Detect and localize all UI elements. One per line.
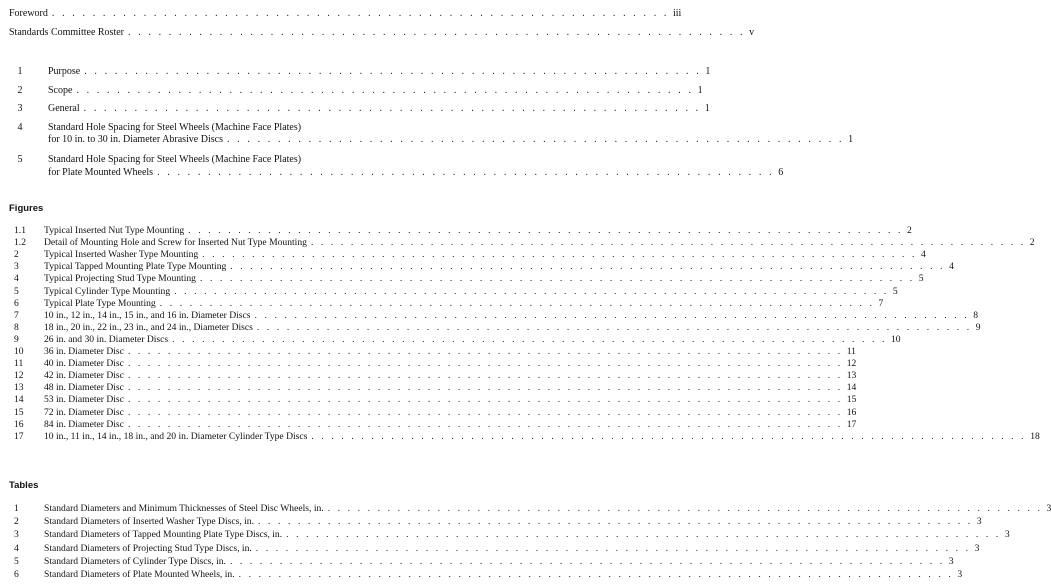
figure-number: 17 bbox=[14, 430, 24, 442]
toc-entry-figure[interactable] bbox=[44, 406, 857, 418]
toc-entry-figure[interactable] bbox=[44, 394, 857, 406]
toc-entry-title: 40 in. Diameter Disc bbox=[44, 358, 124, 370]
tables-heading: Tables bbox=[9, 480, 39, 491]
leader-dots: . . . . . . . . . . . . . . . . . . . . . . . . . . . . . . . . . . . . . . . . . . . . . . . . . . . . . . . . . . . . . . . . . . . . . . . . bbox=[127, 406, 843, 418]
toc-entry-chapter[interactable] bbox=[48, 167, 784, 178]
figures-heading: Figures bbox=[9, 203, 44, 214]
toc-entry-figure[interactable] bbox=[44, 273, 924, 285]
toc-entry-chapter[interactable] bbox=[48, 134, 854, 145]
leader-dots: . . . . . . . . . . . . . . . . . . . . . . . . . . . . . . . . . . . . . . . . . . . . . . . . . . . . . . . . . . . . . . . . . . . . . . . . bbox=[188, 225, 904, 236]
toc-entry-foreword[interactable] bbox=[9, 8, 682, 19]
figure-number: 2 bbox=[14, 249, 19, 261]
toc-entry-page: 5 bbox=[892, 285, 898, 297]
leader-dots: . . . . . . . . . . . . . . . . . . . . . . . . . . . . . . . . . . . . . . . . . . . . . . . . . . . . . . . . . . . . . . . . . . . . . . . . bbox=[127, 370, 843, 382]
leader-dots: . . . . . . . . . . . . . . . . . . . . . . . . . . . . . . . . . . . . . . . . . . . . . . . . . . . . . . . . . . . . . bbox=[128, 27, 746, 38]
leader-dots: . . . . . . . . . . . . . . . . . . . . . . . . . . . . . . . . . . . . . . . . . . . . . . . . . . . . . . . . . . . . . . . . . . . . . . . . bbox=[256, 321, 972, 333]
toc-entry-title: 53 in. Diameter Disc bbox=[44, 394, 124, 406]
leader-dots: . . . . . . . . . . . . . . . . . . . . . . . . . . . . . . . . . . . . . . . . . . . . . . . . . . . . . . . . . . . . . . . . . . . . . . . . bbox=[310, 237, 1026, 249]
toc-entry-title: 10 in., 12 in., 14 in., 15 in., and 16 in. Diameter Discs bbox=[44, 309, 251, 321]
toc-entry-title: Typical Inserted Nut Type Mounting bbox=[44, 225, 185, 236]
toc-entry-table[interactable] bbox=[44, 569, 963, 580]
figure-number: 14 bbox=[14, 394, 24, 406]
toc-entry-chapter[interactable] bbox=[48, 66, 711, 77]
toc-entry-title: Standard Diameters of Tapped Mounting Plate Type Discs, in. bbox=[44, 529, 283, 541]
toc-entry-title-line1[interactable]: Standard Hole Spacing for Steel Wheels (Machine Face Plates) bbox=[48, 122, 302, 133]
chapter-number: 2 bbox=[17, 85, 23, 96]
toc-entry-figure[interactable] bbox=[44, 321, 981, 333]
toc-entry-page: 3 bbox=[974, 542, 980, 554]
toc-entry-figure[interactable] bbox=[44, 358, 857, 370]
toc-entry-figure[interactable] bbox=[44, 370, 857, 382]
leader-dots: . . . . . . . . . . . . . . . . . . . . . . . . . . . . . . . . . . . . . . . . . . . . . . . . . . . . . . . . . . . . . . . . . . . . . . . . bbox=[159, 297, 875, 309]
toc-entry-title: Detail of Mounting Hole and Screw for Inserted Nut Type Mounting bbox=[44, 237, 307, 249]
figure-number: 1.1 bbox=[14, 225, 26, 236]
toc-entry-title-line1[interactable]: Standard Hole Spacing for Steel Wheels (Machine Face Plates) bbox=[48, 154, 302, 165]
figure-number: 15 bbox=[14, 406, 24, 418]
toc-entry-figure[interactable] bbox=[44, 418, 857, 430]
toc-entry-title-line2: for 10 in. to 30 in. Diameter Abrasive Discs bbox=[48, 134, 223, 145]
toc-entry-page: 4 bbox=[949, 261, 954, 273]
chapter-number: 1 bbox=[17, 66, 23, 77]
leader-dots: . . . . . . . . . . . . . . . . . . . . . . . . . . . . . . . . . . . . . . . . . . . . . . . . . . . . . . . . . . . . . . . . . . . . . . . . bbox=[286, 529, 1001, 541]
toc-entry-page: 9 bbox=[975, 321, 981, 333]
toc-entry-figure[interactable] bbox=[44, 249, 926, 261]
toc-entry-figure[interactable] bbox=[44, 237, 1035, 249]
figure-number: 8 bbox=[14, 321, 19, 333]
chapter-number: 5 bbox=[17, 154, 23, 165]
figure-number: 7 bbox=[14, 309, 19, 321]
toc-entry-figure[interactable] bbox=[44, 346, 856, 357]
toc-entry-title-line2: for Plate Mounted Wheels bbox=[48, 167, 154, 178]
leader-dots: . . . . . . . . . . . . . . . . . . . . . . . . . . . . . . . . . . . . . . . . . . . . . . . . . . . . . . . . . . . . . . . . . . . . . . . . bbox=[199, 273, 915, 285]
toc-entry-page: 5 bbox=[918, 273, 924, 285]
toc-entry-figure[interactable] bbox=[44, 309, 979, 321]
table-number: 3 bbox=[14, 529, 19, 541]
toc-entry-title: 72 in. Diameter Disc bbox=[44, 406, 124, 418]
toc-entry-title: Standard Diameters and Minimum Thicknesses of Steel Disc Wheels, in. bbox=[44, 503, 324, 514]
toc-entry-committee-roster[interactable] bbox=[9, 27, 755, 38]
toc-entry-title: 48 in. Diameter Disc bbox=[44, 382, 124, 394]
toc-entry-figure[interactable] bbox=[44, 333, 901, 345]
toc-entry-page: 4 bbox=[920, 249, 926, 261]
toc-entry-page: 1 bbox=[848, 134, 854, 145]
toc-entry-title: Standard Diameters of Cylinder Type Discs, in. bbox=[44, 555, 226, 567]
toc-entry-title: General bbox=[48, 103, 80, 114]
leader-dots: . . . . . . . . . . . . . . . . . . . . . . . . . . . . . . . . . . . . . . . . . . . . . . . . . . . . . . . . . . . . . . . . . . . . . . . . bbox=[174, 285, 889, 297]
table-number: 1 bbox=[14, 503, 19, 514]
toc-entry-title: Typical Projecting Stud Type Mounting bbox=[44, 273, 196, 285]
toc-entry-page: 1 bbox=[704, 103, 710, 114]
toc-entry-page: 10 bbox=[890, 333, 901, 345]
toc-entry-chapter[interactable] bbox=[48, 85, 703, 96]
toc-entry-title: Standard Diameters of Projecting Stud Type Discs, in. bbox=[44, 542, 252, 554]
leader-dots: . . . . . . . . . . . . . . . . . . . . . . . . . . . . . . . . . . . . . . . . . . . . . . . . . . . . . . . . . . . . . bbox=[83, 103, 701, 114]
toc-entry-figure[interactable] bbox=[44, 261, 954, 273]
leader-dots: . . . . . . . . . . . . . . . . . . . . . . . . . . . . . . . . . . . . . . . . . . . . . . . . . . . . . . . . . . . . . bbox=[76, 85, 694, 96]
toc-entry-title: Typical Tapped Mounting Plate Type Mounting bbox=[44, 261, 227, 273]
leader-dots: . . . . . . . . . . . . . . . . . . . . . . . . . . . . . . . . . . . . . . . . . . . . . . . . . . . . . . . . . . . . . . . . . . . . . . . . bbox=[255, 542, 971, 554]
leader-dots: . . . . . . . . . . . . . . . . . . . . . . . . . . . . . . . . . . . . . . . . . . . . . . . . . . . . . . . . . . . . . . . . . . . . . . . . bbox=[127, 418, 843, 430]
toc-entry-page: 17 bbox=[846, 418, 857, 430]
toc-entry-figure[interactable] bbox=[44, 430, 1040, 442]
figure-number: 1.2 bbox=[14, 237, 26, 249]
figure-number: 3 bbox=[14, 261, 19, 273]
toc-entry-title: 42 in. Diameter Disc bbox=[44, 370, 124, 382]
leader-dots: . . . . . . . . . . . . . . . . . . . . . . . . . . . . . . . . . . . . . . . . . . . . . . . . . . . . . . . . . . . . . . . . . . . . . . . . bbox=[229, 555, 945, 567]
toc-entry-title: Foreword bbox=[9, 8, 48, 19]
toc-entry-page: 6 bbox=[778, 167, 784, 178]
toc-entry-page: 3 bbox=[1004, 529, 1010, 541]
leader-dots: . . . . . . . . . . . . . . . . . . . . . . . . . . . . . . . . . . . . . . . . . . . . . . . . . . . . . . . . . . . . . bbox=[157, 167, 775, 178]
table-number: 2 bbox=[14, 516, 19, 528]
toc-entry-figure[interactable] bbox=[44, 225, 912, 236]
toc-entry-page: 1 bbox=[697, 85, 703, 96]
toc-entry-page: 15 bbox=[846, 394, 857, 406]
leader-dots: . . . . . . . . . . . . . . . . . . . . . . . . . . . . . . . . . . . . . . . . . . . . . . . . . . . . . . . . . . . . . . . . . . . . . . . . bbox=[127, 346, 843, 357]
toc-entry-page: 2 bbox=[907, 225, 912, 236]
chapter-number: 3 bbox=[17, 103, 23, 114]
toc-entry-page: 7 bbox=[878, 297, 884, 309]
toc-entry-page: 3 bbox=[948, 555, 954, 567]
table-number: 6 bbox=[14, 569, 19, 580]
toc-entry-title: 26 in. and 30 in. Diameter Discs bbox=[44, 333, 169, 345]
leader-dots: . . . . . . . . . . . . . . . . . . . . . . . . . . . . . . . . . . . . . . . . . . . . . . . . . . . . . . . . . . . . . . . . . . . . . . . . bbox=[127, 358, 843, 370]
toc-entry-title: Scope bbox=[48, 85, 73, 96]
toc-entry-title: Standards Committee Roster bbox=[9, 27, 124, 38]
toc-entry-page: 11 bbox=[846, 346, 856, 357]
leader-dots: . . . . . . . . . . . . . . . . . . . . . . . . . . . . . . . . . . . . . . . . . . . . . . . . . . . . . . . . . . . . . . . . . . . . . . . . bbox=[258, 516, 973, 528]
toc-entry-title: 84 in. Diameter Disc bbox=[44, 418, 124, 430]
toc-entry-page: 14 bbox=[846, 382, 857, 394]
leader-dots: . . . . . . . . . . . . . . . . . . . . . . . . . . . . . . . . . . . . . . . . . . . . . . . . . . . . . . . . . . . . . . . . . . . . . . . . bbox=[127, 394, 843, 406]
toc-entry-table[interactable] bbox=[44, 542, 980, 554]
toc-entry-title: 18 in., 20 in., 22 in., 23 in., and 24 in., Diameter Discs bbox=[44, 321, 253, 333]
toc-entry-page: v bbox=[749, 27, 755, 38]
toc-entry-title: Standard Diameters of Inserted Washer Type Discs, in. bbox=[44, 516, 255, 528]
toc-entry-page: 3 bbox=[976, 516, 982, 528]
figure-number: 4 bbox=[14, 273, 19, 285]
figure-number: 9 bbox=[14, 333, 19, 345]
toc-entry-page: 12 bbox=[846, 358, 857, 370]
toc-entry-page: iii bbox=[673, 8, 682, 19]
leader-dots: . . . . . . . . . . . . . . . . . . . . . . . . . . . . . . . . . . . . . . . . . . . . . . . . . . . . . . . . . . . . . . . . . . . . . . . . bbox=[327, 503, 1043, 514]
chapter-number: 4 bbox=[17, 122, 23, 133]
leader-dots: . . . . . . . . . . . . . . . . . . . . . . . . . . . . . . . . . . . . . . . . . . . . . . . . . . . . . . . . . . . . . . . . . . . . . . . . bbox=[127, 382, 843, 394]
leader-dots: . . . . . . . . . . . . . . . . . . . . . . . . . . . . . . . . . . . . . . . . . . . . . . . . . . . . . . . . . . . . . . . . . . . . . . . . bbox=[254, 309, 970, 321]
toc-entry-table[interactable] bbox=[44, 503, 1051, 514]
toc-entry-chapter[interactable] bbox=[48, 103, 710, 114]
leader-dots: . . . . . . . . . . . . . . . . . . . . . . . . . . . . . . . . . . . . . . . . . . . . . . . . . . . . . . . . . . . . . bbox=[226, 134, 845, 145]
leader-dots: . . . . . . . . . . . . . . . . . . . . . . . . . . . . . . . . . . . . . . . . . . . . . . . . . . . . . . . . . . . . . . . . . . . . . . . . bbox=[202, 249, 917, 261]
figure-number: 13 bbox=[14, 382, 24, 394]
toc-entry-page: 3 bbox=[1046, 503, 1051, 514]
leader-dots: . . . . . . . . . . . . . . . . . . . . . . . . . . . . . . . . . . . . . . . . . . . . . . . . . . . . . . . . . . . . . . . . . . . . . . . . bbox=[230, 261, 946, 273]
toc-entry-page: 13 bbox=[846, 370, 857, 382]
toc-entry-table[interactable] bbox=[44, 529, 1010, 541]
leader-dots: . . . . . . . . . . . . . . . . . . . . . . . . . . . . . . . . . . . . . . . . . . . . . . . . . . . . . . . . . . . . . . . . . . . . . . . . bbox=[311, 430, 1027, 442]
figure-number: 16 bbox=[14, 418, 24, 430]
toc-entry-page: 1 bbox=[705, 66, 711, 77]
toc-entry-title: 36 in. Diameter Disc bbox=[44, 346, 124, 357]
toc-entry-title: Typical Inserted Washer Type Mounting bbox=[44, 249, 199, 261]
toc-entry-page: 8 bbox=[973, 309, 979, 321]
leader-dots: . . . . . . . . . . . . . . . . . . . . . . . . . . . . . . . . . . . . . . . . . . . . . . . . . . . . . . . . . . . . . bbox=[84, 66, 702, 77]
figure-number: 5 bbox=[14, 285, 19, 297]
toc-entry-figure[interactable] bbox=[44, 382, 857, 394]
figure-number: 12 bbox=[14, 370, 24, 382]
toc-entry-page: 16 bbox=[846, 406, 857, 418]
toc-entry-figure[interactable] bbox=[44, 297, 884, 309]
toc-entry-table[interactable] bbox=[44, 516, 982, 528]
toc-entry-title: Standard Diameters of Plate Mounted Wheels, in. bbox=[44, 569, 235, 580]
toc-entry-table[interactable] bbox=[44, 555, 954, 567]
toc-entry-title: 10 in., 11 in., 14 in., 18 in., and 20 in. Diameter Cylinder Type Discs bbox=[44, 430, 308, 442]
toc-entry-page: 18 bbox=[1030, 430, 1040, 442]
leader-dots: . . . . . . . . . . . . . . . . . . . . . . . . . . . . . . . . . . . . . . . . . . . . . . . . . . . . . . . . . . . . . . . . . . . . . . . . bbox=[172, 333, 887, 345]
figure-number: 11 bbox=[14, 358, 24, 370]
toc-entry-title: Purpose bbox=[48, 66, 81, 77]
toc-entry-title: Typical Plate Type Mounting bbox=[44, 297, 156, 309]
table-number: 4 bbox=[14, 542, 19, 554]
toc-entry-figure[interactable] bbox=[44, 285, 898, 297]
table-number: 5 bbox=[14, 555, 19, 567]
toc-entry-page: 2 bbox=[1029, 237, 1035, 249]
toc-entry-page: 3 bbox=[957, 569, 963, 580]
figure-number: 10 bbox=[14, 346, 24, 357]
toc-entry-title: Typical Cylinder Type Mounting bbox=[44, 285, 171, 297]
leader-dots: . . . . . . . . . . . . . . . . . . . . . . . . . . . . . . . . . . . . . . . . . . . . . . . . . . . . . . . . . . . . . bbox=[51, 8, 669, 19]
figure-number: 6 bbox=[14, 297, 19, 309]
leader-dots: . . . . . . . . . . . . . . . . . . . . . . . . . . . . . . . . . . . . . . . . . . . . . . . . . . . . . . . . . . . . . . . . . . . . . . . . bbox=[238, 569, 954, 580]
